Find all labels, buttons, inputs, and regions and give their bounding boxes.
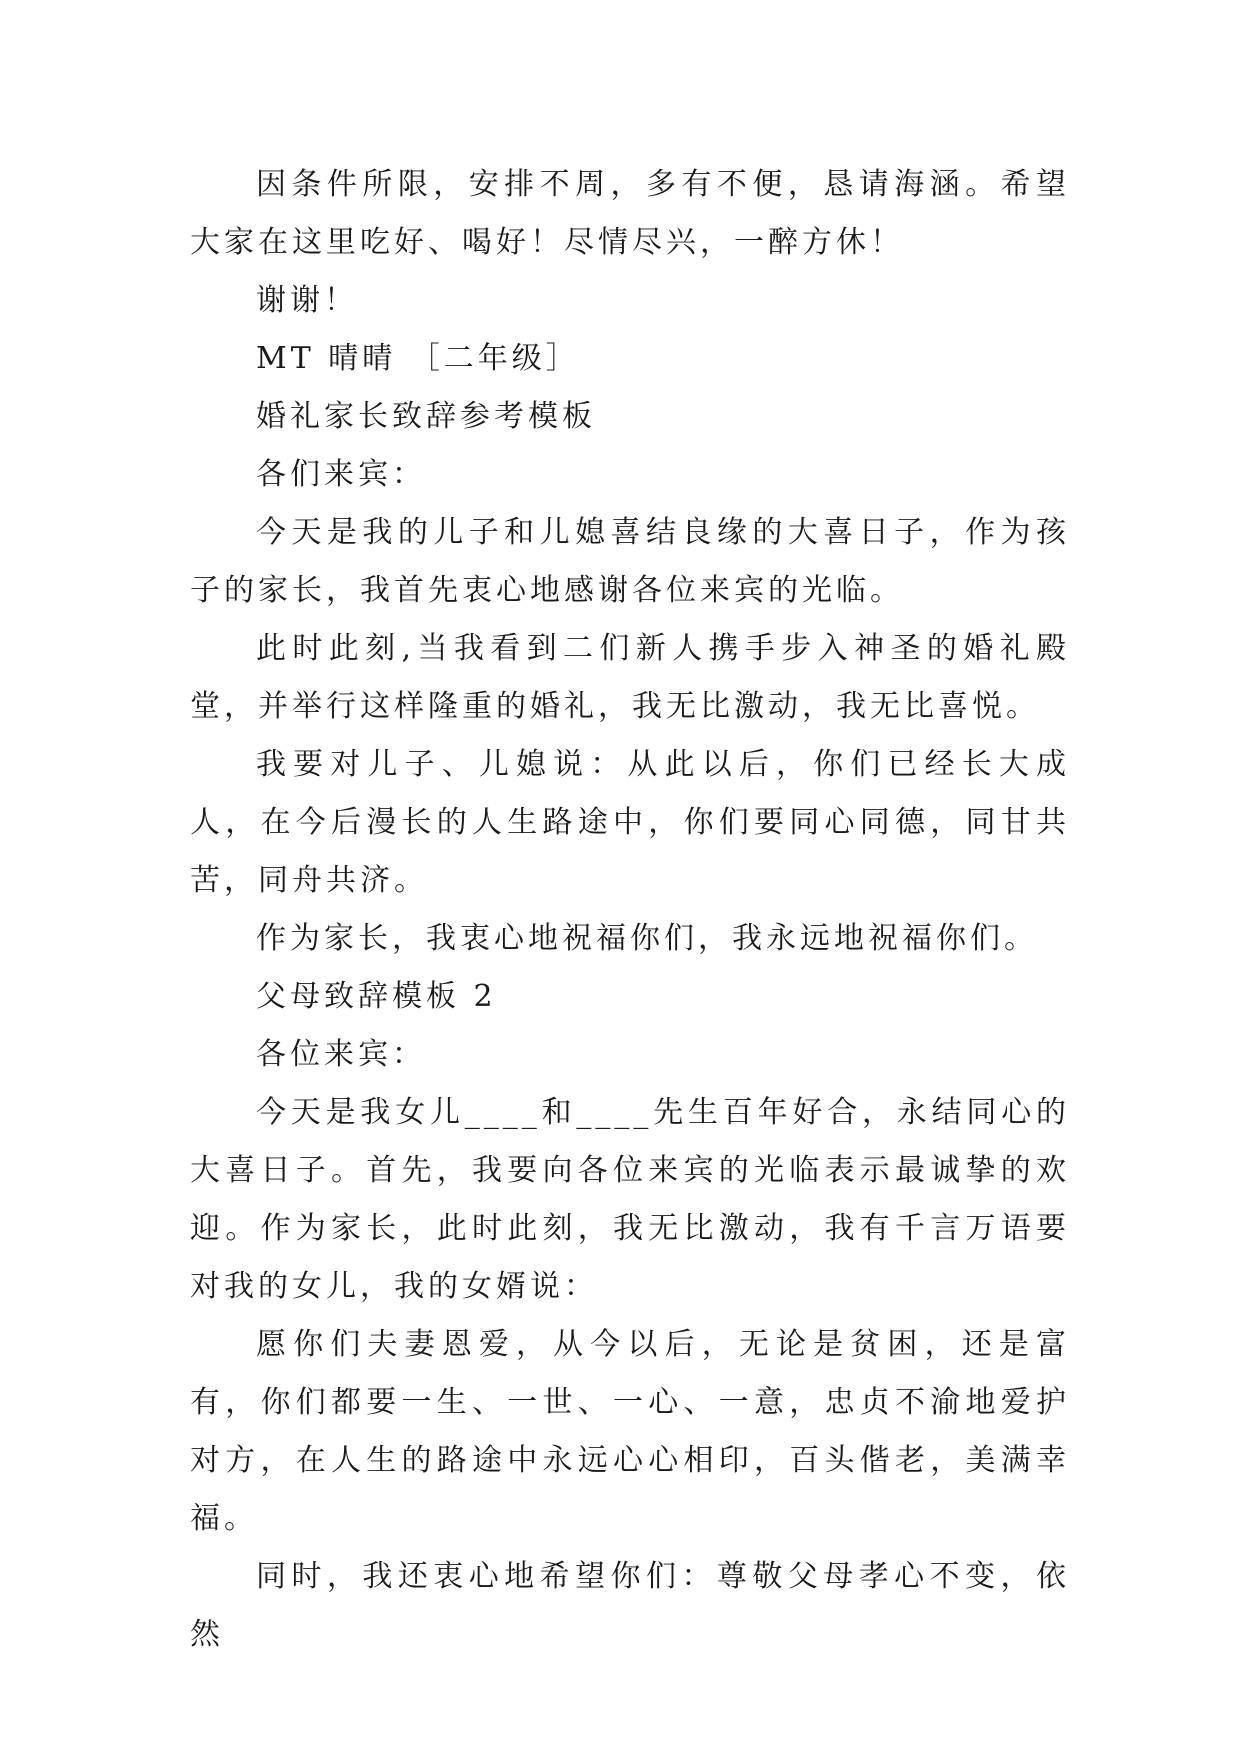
paragraph: 因条件所限，安排不周，多有不便，恳请海涵。希望大家在这里吃好、喝好！尽情尽兴，一醉方休！: [190, 167, 1070, 260]
paragraph: 愿你们夫妻恩爱，从今以后，无论是贫困，还是富有，你们都要一生、一世、一心、一意，忠贞不渝地爱护对方，在人生的路途中永远心心相印，百头偕老，美满幸福。: [190, 1327, 1070, 1536]
paragraph: 谢谢！: [256, 283, 358, 318]
paragraph: 同时，我还衷心地希望你们：尊敬父母孝心不变，依然: [190, 1559, 1070, 1652]
paragraph: 今天是我女儿____和____先生百年好合，永结同心的大喜日子。首先，我要向各位来宾的光临表示最诚挚的欢迎。作为家长，此时此刻，我无比激动，我有千言万语要对我的女儿，我的女婿说：: [190, 1095, 1070, 1304]
salutation: 各位来宾：: [256, 1037, 426, 1072]
document-body: [190, 156, 1070, 1664]
salutation: 各们来宾：: [256, 457, 426, 492]
paragraph: 今天是我的儿子和儿媳喜结良缘的大喜日子，作为孩子的家长，我首先衷心地感谢各位来宾的光临。: [190, 515, 1070, 608]
section-title: 婚礼家长致辞参考模板: [256, 399, 596, 434]
paragraph: 作为家长，我衷心地祝福你们，我永远地祝福你们。: [256, 921, 1038, 956]
section-title: 父母致辞模板 2: [256, 979, 497, 1014]
paragraph: MT 晴晴 ［二年级］: [256, 341, 580, 376]
paragraph: 我要对儿子、儿媳说：从此以后，你们已经长大成人，在今后漫长的人生路途中，你们要同心同德，同甘共苦，同舟共济。: [190, 747, 1070, 898]
paragraph: 此时此刻,当我看到二们新人携手步入神圣的婚礼殿堂，并举行这样隆重的婚礼，我无比激动，我无比喜悦。: [190, 631, 1070, 724]
